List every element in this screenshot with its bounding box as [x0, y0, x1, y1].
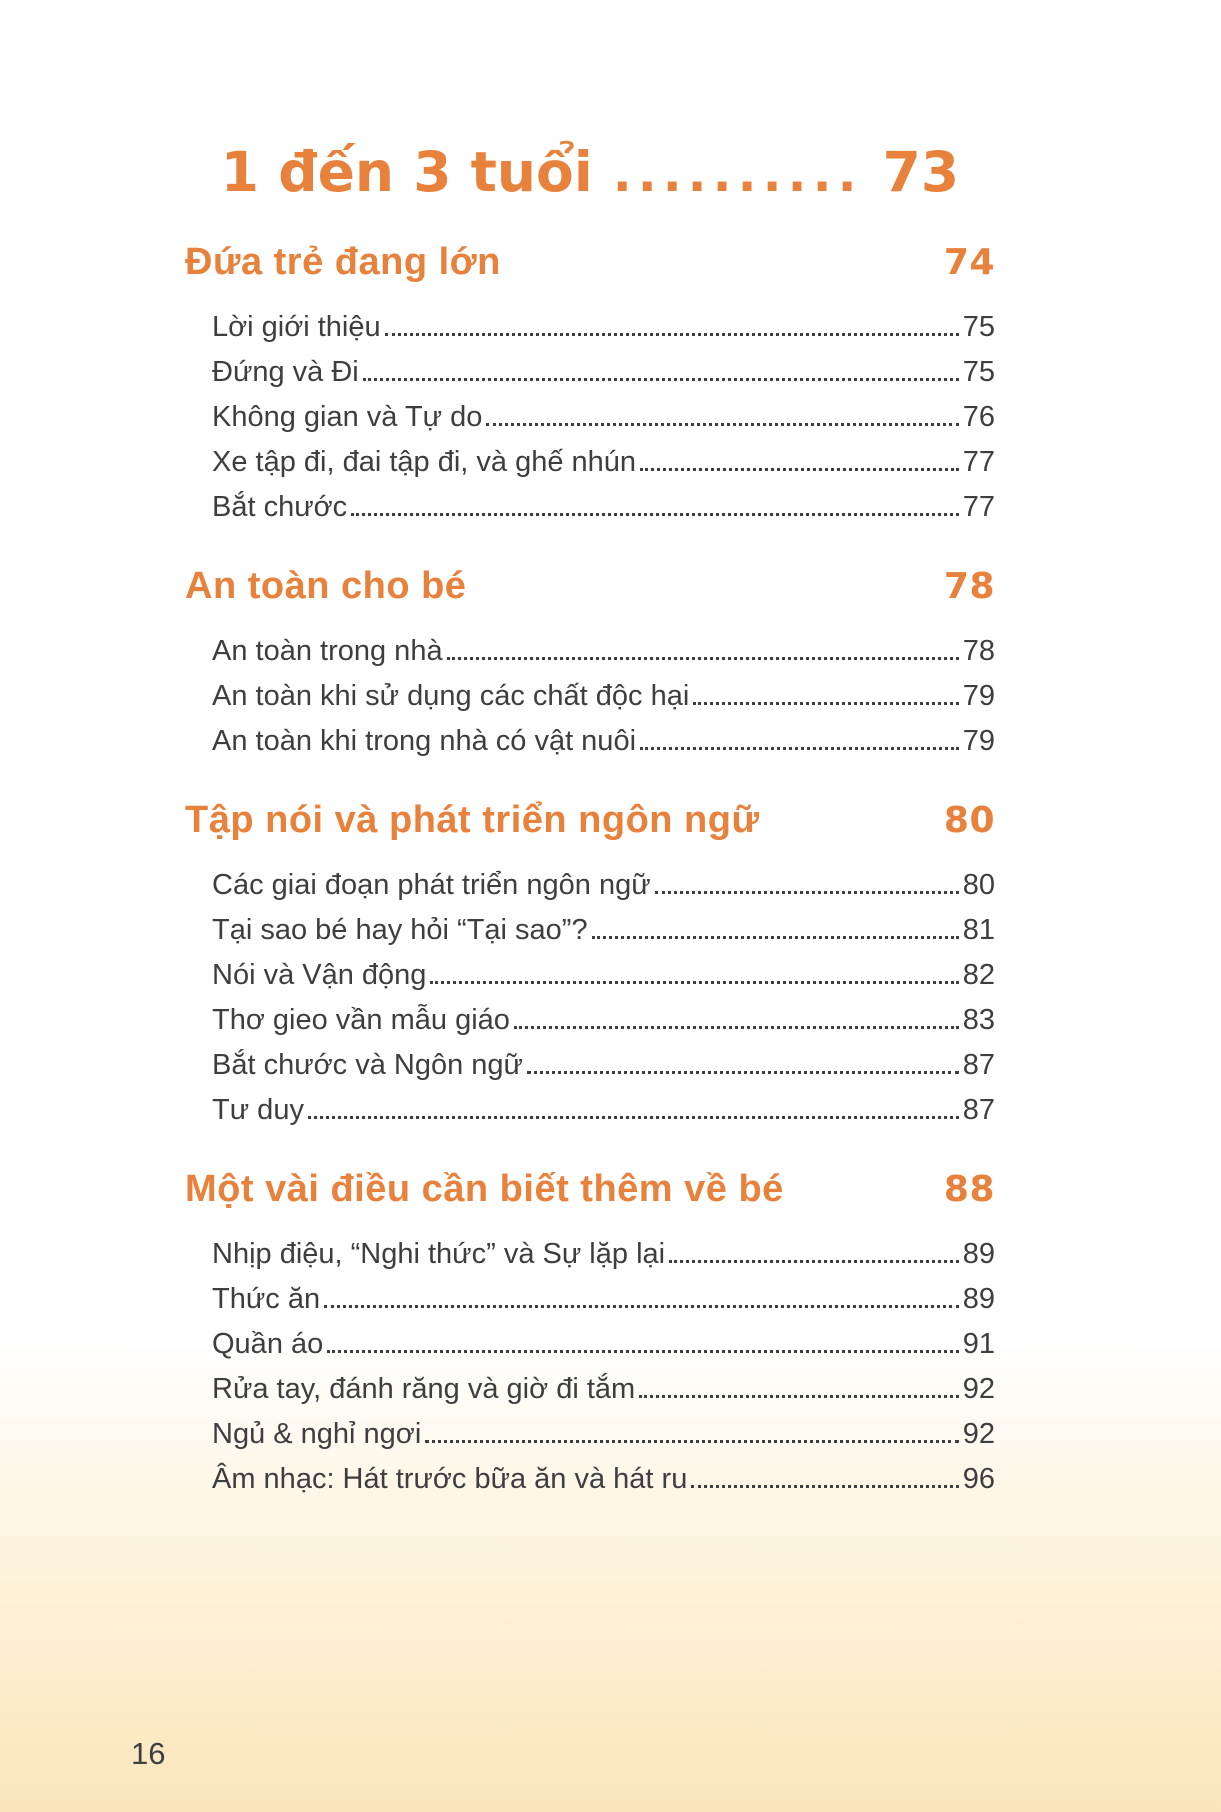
toc-entry-page: 89 [962, 1238, 995, 1270]
chapter-title-row [185, 140, 995, 206]
toc-entry-label: Ngủ & nghỉ ngơi [212, 1418, 422, 1450]
toc-entry [212, 305, 995, 350]
toc-entry-page: 76 [962, 401, 995, 433]
toc-entry-page: 79 [962, 725, 995, 757]
toc-entry-page: 77 [962, 446, 995, 478]
section-heading-label: Tập nói và phát triển ngôn ngữ [185, 799, 760, 841]
section-heading-label: An toàn cho bé [185, 565, 467, 607]
chapter-title: 1 đến 3 tuổi [220, 140, 593, 204]
table-of-contents [185, 140, 995, 1502]
toc-entry [212, 1457, 995, 1502]
toc-entry [212, 863, 995, 908]
toc-entry [212, 350, 995, 395]
toc-entry-label: Thơ gieo vần mẫu giáo [212, 1004, 510, 1036]
section-heading-label: Một vài điều cần biết thêm về bé [185, 1168, 784, 1210]
toc-entry-label: Lời giới thiệu [212, 311, 381, 343]
section-heading-row [185, 238, 995, 287]
toc-entry [212, 1322, 995, 1367]
toc-entry-page: 91 [962, 1328, 995, 1360]
section-heading-page: 88 [943, 1169, 995, 1210]
toc-entry-label: Âm nhạc: Hát trước bữa ăn và hát ru [212, 1463, 688, 1495]
toc-entry-page: 92 [962, 1373, 995, 1405]
toc-entry [212, 395, 995, 440]
toc-entry-page: 82 [962, 959, 995, 991]
toc-entry-leader-dots [430, 981, 958, 984]
section-entries [185, 863, 995, 1133]
toc-entry-page: 77 [962, 491, 995, 523]
toc-entry-label: Thức ăn [212, 1283, 321, 1315]
toc-entry [212, 908, 995, 953]
section-heading-row [185, 1165, 995, 1214]
toc-entry-leader-dots [363, 378, 959, 381]
toc-entry-leader-dots [351, 513, 959, 516]
toc-sections [185, 238, 995, 1502]
chapter-title-page: 73 [882, 140, 960, 204]
toc-entry-leader-dots [447, 657, 959, 660]
toc-entry [212, 719, 995, 764]
toc-entry-page: 92 [962, 1418, 995, 1450]
toc-entry-page: 89 [962, 1283, 995, 1315]
section-heading-page: 78 [943, 566, 995, 607]
toc-entry [212, 1277, 995, 1322]
section-heading-page: 74 [943, 242, 995, 283]
toc-entry-leader-dots [527, 1071, 959, 1074]
toc-section [185, 238, 995, 530]
toc-entry-page: 75 [962, 356, 995, 388]
page-number: 16 [131, 1736, 166, 1771]
toc-entry-leader-dots [425, 1440, 958, 1443]
toc-entry [212, 953, 995, 998]
toc-entry [212, 1232, 995, 1277]
toc-entry-leader-dots [693, 702, 958, 705]
toc-entry-page: 87 [962, 1049, 995, 1081]
toc-entry-page: 87 [962, 1094, 995, 1126]
toc-entry [212, 485, 995, 530]
toc-entry [212, 998, 995, 1043]
toc-entry [212, 1367, 995, 1412]
section-entries [185, 1232, 995, 1502]
toc-entry-label: Tại sao bé hay hỏi “Tại sao”? [212, 914, 588, 946]
toc-entry [212, 440, 995, 485]
toc-entry-label: Bắt chước [212, 491, 348, 523]
toc-section [185, 796, 995, 1133]
toc-entry-leader-dots [308, 1116, 959, 1119]
toc-entry-leader-dots [640, 747, 959, 750]
toc-entry-leader-dots [655, 891, 959, 894]
toc-entry-leader-dots [327, 1350, 958, 1353]
toc-entry-label: Không gian và Tự do [212, 401, 483, 433]
toc-entry-page: 78 [962, 635, 995, 667]
toc-entry-leader-dots [691, 1485, 958, 1488]
toc-entry [212, 1043, 995, 1088]
toc-section [185, 562, 995, 764]
toc-entry-label: Đứng và Đi [212, 356, 359, 388]
toc-entry-leader-dots [669, 1260, 959, 1263]
section-heading-label: Đứa trẻ đang lớn [185, 241, 501, 283]
toc-entry-page: 80 [962, 869, 995, 901]
toc-entry-leader-dots [514, 1026, 959, 1029]
section-heading-row [185, 796, 995, 845]
toc-entry [212, 674, 995, 719]
toc-entry-label: Xe tập đi, đai tập đi, và ghế nhún [212, 446, 637, 478]
toc-entry [212, 629, 995, 674]
toc-entry-leader-dots [592, 936, 959, 939]
section-heading-row [185, 562, 995, 611]
toc-entry-label: Rửa tay, đánh răng và giờ đi tắm [212, 1373, 636, 1405]
section-heading-page: 80 [943, 800, 995, 841]
toc-entry-page: 79 [962, 680, 995, 712]
toc-entry [212, 1088, 995, 1133]
toc-section [185, 1165, 995, 1502]
toc-entry-label: An toàn khi sử dụng các chất độc hại [212, 680, 690, 712]
toc-entry-label: Nhịp điệu, “Nghi thức” và Sự lặp lại [212, 1238, 666, 1270]
toc-entry-label: Các giai đoạn phát triển ngôn ngữ [212, 869, 651, 901]
toc-entry-leader-dots [385, 333, 959, 336]
toc-entry-label: Bắt chước và Ngôn ngữ [212, 1049, 523, 1081]
toc-entry-label: An toàn khi trong nhà có vật nuôi [212, 725, 637, 757]
toc-entry-label: Tư duy [212, 1094, 304, 1126]
toc-entry-label: Nói và Vận động [212, 959, 427, 991]
chapter-title-leader-dots: .......... [612, 145, 863, 203]
section-entries [185, 629, 995, 764]
toc-entry-page: 83 [962, 1004, 995, 1036]
toc-entry-label: An toàn trong nhà [212, 635, 443, 667]
toc-entry-leader-dots [486, 423, 958, 426]
section-entries [185, 305, 995, 530]
toc-entry-label: Quần áo [212, 1328, 324, 1360]
toc-entry [212, 1412, 995, 1457]
toc-entry-leader-dots [639, 1395, 959, 1398]
toc-entry-page: 75 [962, 311, 995, 343]
toc-entry-page: 96 [962, 1463, 995, 1495]
toc-entry-page: 81 [962, 914, 995, 946]
toc-entry-leader-dots [324, 1305, 959, 1308]
toc-entry-leader-dots [640, 468, 959, 471]
